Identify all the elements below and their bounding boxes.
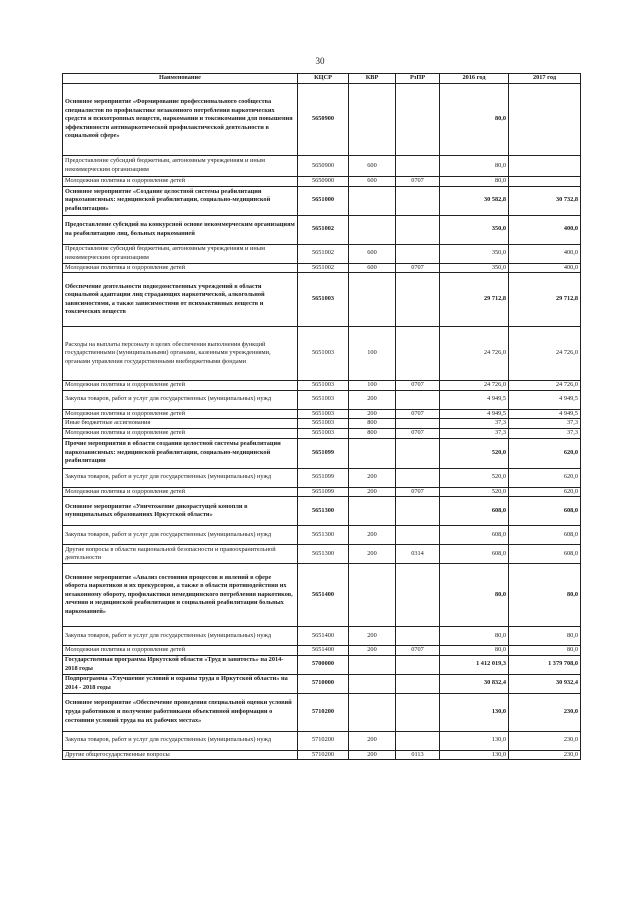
row-name-cell: Подпрограмма «Улучшение условий и охраны труда в Иркутской области» на 2014 - 2018 годы xyxy=(63,674,298,693)
row-2017-cell: 37,3 xyxy=(509,419,581,429)
row-kvr-cell xyxy=(349,215,396,244)
row-kvr-cell xyxy=(349,497,396,526)
row-kcsr-cell: 5651400 xyxy=(298,564,349,627)
row-kvr-cell xyxy=(349,273,396,327)
row-2016-cell: 80,0 xyxy=(440,564,509,627)
row-name-cell: Предоставление субсидий бюджетным, автономным учреждениям и иным некоммерческим организациям xyxy=(63,244,298,263)
row-kcsr-cell: 5650900 xyxy=(298,156,349,177)
table-row xyxy=(63,693,581,731)
table-row xyxy=(63,655,581,674)
row-rzpr-cell: 0707 xyxy=(396,646,440,656)
row-name-cell: Основное мероприятие «Создание целостной системы реабилитации наркозависимых: медицинской реабилитации, социально-медицинской реабилитации» xyxy=(63,186,298,215)
table-row xyxy=(63,244,581,263)
row-kvr-cell: 200 xyxy=(349,731,396,750)
row-2016-cell: 350,0 xyxy=(440,263,509,273)
header-kcsr: КЦСР xyxy=(298,74,349,84)
row-name-cell: Закупка товаров, работ и услуг для государственных (муниципальных) нужд xyxy=(63,627,298,646)
row-kvr-cell: 600 xyxy=(349,177,396,187)
row-2016-cell: 350,0 xyxy=(440,244,509,263)
row-kvr-cell: 200 xyxy=(349,545,396,564)
table-row xyxy=(63,564,581,627)
row-2017-cell: 608,0 xyxy=(509,497,581,526)
row-kcsr-cell: 5651099 xyxy=(298,468,349,487)
row-2017-cell: 400,0 xyxy=(509,263,581,273)
row-kcsr-cell: 5710000 xyxy=(298,674,349,693)
table-row xyxy=(63,419,581,429)
row-kvr-cell xyxy=(349,655,396,674)
header-2016: 2016 год xyxy=(440,74,509,84)
row-kcsr-cell: 5651003 xyxy=(298,327,349,381)
row-2017-cell: 80,0 xyxy=(509,646,581,656)
row-name-cell: Другие общегосударственные вопросы xyxy=(63,750,298,760)
row-2017-cell: 24 726,0 xyxy=(509,327,581,381)
row-rzpr-cell xyxy=(396,390,440,409)
row-name-cell: Основное мероприятие «Обеспечение проведения специальной оценки условий труда работников и получение работниками объективной информации о состоянии условий труда на их рабочих местах» xyxy=(63,693,298,731)
row-kcsr-cell: 5651003 xyxy=(298,390,349,409)
header-kvr: КВР xyxy=(349,74,396,84)
row-kcsr-cell: 5651400 xyxy=(298,627,349,646)
row-2017-cell xyxy=(509,156,581,177)
row-2017-cell: 620,0 xyxy=(509,468,581,487)
row-name-cell: Молодежная политика и оздоровление детей xyxy=(63,177,298,187)
row-2016-cell: 24 726,0 xyxy=(440,327,509,381)
row-kcsr-cell: 5651003 xyxy=(298,409,349,419)
row-name-cell: Молодежная политика и оздоровление детей xyxy=(63,409,298,419)
row-kcsr-cell: 5651003 xyxy=(298,419,349,429)
row-rzpr-cell xyxy=(396,627,440,646)
row-kvr-cell: 200 xyxy=(349,526,396,545)
row-rzpr-cell xyxy=(396,327,440,381)
row-2017-cell: 620,0 xyxy=(509,487,581,497)
row-2017-cell: 29 712,8 xyxy=(509,273,581,327)
row-kcsr-cell: 5700000 xyxy=(298,655,349,674)
table-row xyxy=(63,750,581,760)
row-kvr-cell: 200 xyxy=(349,627,396,646)
row-rzpr-cell: 0314 xyxy=(396,545,440,564)
row-name-cell: Расходы на выплаты персоналу в целях обеспечения выполнения функций государственными (муниципальными) органами, казенными учреждениями, органами управления государственными внебюджетными фондами xyxy=(63,327,298,381)
row-2016-cell: 24 726,0 xyxy=(440,381,509,391)
row-kcsr-cell: 5710200 xyxy=(298,750,349,760)
table-row xyxy=(63,327,581,381)
table-row xyxy=(63,263,581,273)
row-2017-cell: 608,0 xyxy=(509,526,581,545)
row-2017-cell: 230,0 xyxy=(509,693,581,731)
row-name-cell: Государственная программа Иркутской области «Труд и занятость» на 2014-2018 годы xyxy=(63,655,298,674)
row-2016-cell: 30 832,4 xyxy=(440,674,509,693)
row-rzpr-cell xyxy=(396,655,440,674)
row-kvr-cell xyxy=(349,186,396,215)
row-name-cell: Закупка товаров, работ и услуг для государственных (муниципальных) нужд xyxy=(63,526,298,545)
row-name-cell: Молодежная политика и оздоровление детей xyxy=(63,428,298,438)
row-kvr-cell: 100 xyxy=(349,327,396,381)
row-kvr-cell: 200 xyxy=(349,390,396,409)
row-rzpr-cell xyxy=(396,186,440,215)
row-kvr-cell: 200 xyxy=(349,468,396,487)
row-2016-cell: 608,0 xyxy=(440,545,509,564)
row-rzpr-cell: 0707 xyxy=(396,409,440,419)
row-2017-cell: 30 932,4 xyxy=(509,674,581,693)
row-2016-cell: 4 949,5 xyxy=(440,409,509,419)
row-rzpr-cell xyxy=(396,156,440,177)
table-row xyxy=(63,390,581,409)
row-rzpr-cell: 0707 xyxy=(396,263,440,273)
row-kcsr-cell: 5651400 xyxy=(298,646,349,656)
table-row xyxy=(63,177,581,187)
row-kvr-cell: 200 xyxy=(349,750,396,760)
row-kvr-cell xyxy=(349,564,396,627)
row-name-cell: Закупка товаров, работ и услуг для государственных (муниципальных) нужд xyxy=(63,390,298,409)
table-row xyxy=(63,273,581,327)
row-name-cell: Другие вопросы в области национальной безопасности и правоохранительной деятельности xyxy=(63,545,298,564)
row-name-cell: Молодежная политика и оздоровление детей xyxy=(63,487,298,497)
row-rzpr-cell xyxy=(396,497,440,526)
header-name: Наименование xyxy=(63,74,298,84)
table-row xyxy=(63,409,581,419)
row-2016-cell: 350,0 xyxy=(440,215,509,244)
table-row xyxy=(63,186,581,215)
row-kcsr-cell: 5650900 xyxy=(298,84,349,156)
row-2017-cell: 37,3 xyxy=(509,428,581,438)
row-name-cell: Предоставление субсидий бюджетным, автономным учреждениям и иным некоммерческим организациям xyxy=(63,156,298,177)
row-name-cell: Основное мероприятие «Формирование профессионального сообщества специалистов по профилактике незаконного потребления наркотических средств и психотропных веществ, наркомании и токсикомании для повышения эффективности антинаркотической профилактической деятельности в социальной сфере» xyxy=(63,84,298,156)
row-2016-cell: 520,0 xyxy=(440,438,509,468)
budget-table xyxy=(62,73,581,760)
row-2016-cell: 1 412 019,3 xyxy=(440,655,509,674)
row-name-cell: Основное мероприятие «Анализ состояния процессов и явлений в сфере оборота наркотиков и их прекурсоров, а также в области противодействия их незаконному обороту, профилактики немедицинского потребления наркотиков, лечения и медицинской реабилитации и социальной реабилитации больных наркоманией» xyxy=(63,564,298,627)
row-2017-cell: 608,0 xyxy=(509,545,581,564)
row-2016-cell: 130,0 xyxy=(440,693,509,731)
row-2017-cell: 24 726,0 xyxy=(509,381,581,391)
row-2017-cell: 80,0 xyxy=(509,627,581,646)
row-2017-cell: 4 949,5 xyxy=(509,390,581,409)
row-name-cell: Основное мероприятие «Уничтожение дикорастущей конопли в муниципальных образованиях Иркутской области» xyxy=(63,497,298,526)
row-2016-cell: 608,0 xyxy=(440,497,509,526)
row-rzpr-cell: 0113 xyxy=(396,750,440,760)
row-kvr-cell xyxy=(349,84,396,156)
page-number: 30 xyxy=(315,56,325,66)
row-rzpr-cell xyxy=(396,526,440,545)
row-2017-cell: 230,0 xyxy=(509,750,581,760)
row-rzpr-cell: 0707 xyxy=(396,177,440,187)
table-row xyxy=(63,381,581,391)
row-name-cell: Молодежная политика и оздоровление детей xyxy=(63,263,298,273)
row-rzpr-cell: 0707 xyxy=(396,381,440,391)
row-2016-cell: 130,0 xyxy=(440,731,509,750)
row-kvr-cell xyxy=(349,674,396,693)
table-row xyxy=(63,674,581,693)
row-2016-cell: 520,0 xyxy=(440,487,509,497)
table-row xyxy=(63,438,581,468)
row-rzpr-cell xyxy=(396,674,440,693)
row-2017-cell: 400,0 xyxy=(509,244,581,263)
row-rzpr-cell xyxy=(396,731,440,750)
table-row xyxy=(63,545,581,564)
row-2016-cell: 37,3 xyxy=(440,428,509,438)
row-2017-cell: 30 732,8 xyxy=(509,186,581,215)
row-kvr-cell: 600 xyxy=(349,156,396,177)
row-2017-cell xyxy=(509,84,581,156)
row-2016-cell: 608,0 xyxy=(440,526,509,545)
row-rzpr-cell: 0707 xyxy=(396,487,440,497)
row-kvr-cell: 200 xyxy=(349,409,396,419)
row-rzpr-cell xyxy=(396,84,440,156)
row-kvr-cell: 800 xyxy=(349,428,396,438)
row-kcsr-cell: 5651300 xyxy=(298,526,349,545)
row-2017-cell: 620,0 xyxy=(509,438,581,468)
row-kcsr-cell: 5651002 xyxy=(298,215,349,244)
row-name-cell: Прочие мероприятия в области создания целостной системы реабилитации наркозависимых: медицинской реабилитации, социально-медицинской реабилитации xyxy=(63,438,298,468)
row-name-cell: Молодежная политика и оздоровление детей xyxy=(63,381,298,391)
row-kcsr-cell: 5650900 xyxy=(298,177,349,187)
row-kcsr-cell: 5651099 xyxy=(298,438,349,468)
row-rzpr-cell xyxy=(396,468,440,487)
table-row xyxy=(63,156,581,177)
row-kvr-cell: 800 xyxy=(349,419,396,429)
row-kvr-cell: 200 xyxy=(349,646,396,656)
row-2017-cell: 80,0 xyxy=(509,564,581,627)
row-2017-cell: 400,0 xyxy=(509,215,581,244)
row-kvr-cell: 600 xyxy=(349,263,396,273)
row-2016-cell: 130,0 xyxy=(440,750,509,760)
row-rzpr-cell xyxy=(396,244,440,263)
row-kcsr-cell: 5651000 xyxy=(298,186,349,215)
row-rzpr-cell xyxy=(396,419,440,429)
header-rzpr: РзПР xyxy=(396,74,440,84)
row-2016-cell: 4 949,5 xyxy=(440,390,509,409)
table-row xyxy=(63,468,581,487)
row-2016-cell: 29 712,8 xyxy=(440,273,509,327)
row-name-cell: Обеспечение деятельности подведомственных учреждений в области социальной адаптации лиц страдающих наркотической, алкогольной зависимостями, а также зависимостями от психоактивных веществ и токсических веществ xyxy=(63,273,298,327)
row-kcsr-cell: 5651003 xyxy=(298,381,349,391)
row-name-cell: Закупка товаров, работ и услуг для государственных (муниципальных) нужд xyxy=(63,731,298,750)
table-body xyxy=(63,84,581,760)
row-kcsr-cell: 5651002 xyxy=(298,244,349,263)
row-rzpr-cell xyxy=(396,564,440,627)
row-kcsr-cell: 5651300 xyxy=(298,497,349,526)
table-row xyxy=(63,84,581,156)
row-2016-cell: 80,0 xyxy=(440,646,509,656)
row-kvr-cell: 200 xyxy=(349,487,396,497)
row-2017-cell: 230,0 xyxy=(509,731,581,750)
row-2017-cell: 1 379 708,0 xyxy=(509,655,581,674)
row-2016-cell: 37,3 xyxy=(440,419,509,429)
row-name-cell: Иные бюджетные ассигнования xyxy=(63,419,298,429)
table-row xyxy=(63,627,581,646)
row-2016-cell: 80,0 xyxy=(440,177,509,187)
row-2017-cell xyxy=(509,177,581,187)
row-kvr-cell: 600 xyxy=(349,244,396,263)
row-rzpr-cell xyxy=(396,693,440,731)
row-kcsr-cell: 5710200 xyxy=(298,693,349,731)
row-kvr-cell xyxy=(349,438,396,468)
header-2017: 2017 год xyxy=(509,74,581,84)
row-kcsr-cell: 5651003 xyxy=(298,273,349,327)
row-2016-cell: 80,0 xyxy=(440,84,509,156)
row-name-cell: Закупка товаров, работ и услуг для государственных (муниципальных) нужд xyxy=(63,468,298,487)
table-row xyxy=(63,526,581,545)
row-rzpr-cell xyxy=(396,438,440,468)
table-row xyxy=(63,646,581,656)
row-kcsr-cell: 5651300 xyxy=(298,545,349,564)
table-row xyxy=(63,428,581,438)
table-row xyxy=(63,497,581,526)
row-2017-cell: 4 949,5 xyxy=(509,409,581,419)
table-row xyxy=(63,731,581,750)
row-2016-cell: 80,0 xyxy=(440,627,509,646)
row-name-cell: Молодежная политика и оздоровление детей xyxy=(63,646,298,656)
row-kvr-cell xyxy=(349,693,396,731)
row-kcsr-cell: 5651002 xyxy=(298,263,349,273)
row-kcsr-cell: 5651003 xyxy=(298,428,349,438)
row-name-cell: Предоставление субсидий на конкурсной основе некоммерческим организациям на реабилитацию лиц, больных наркоманией xyxy=(63,215,298,244)
row-rzpr-cell xyxy=(396,215,440,244)
table-row xyxy=(63,487,581,497)
row-rzpr-cell xyxy=(396,273,440,327)
table-row xyxy=(63,215,581,244)
table-header-row xyxy=(63,74,581,84)
row-kvr-cell: 100 xyxy=(349,381,396,391)
row-2016-cell: 30 582,8 xyxy=(440,186,509,215)
row-rzpr-cell: 0707 xyxy=(396,428,440,438)
row-kcsr-cell: 5651099 xyxy=(298,487,349,497)
row-2016-cell: 520,0 xyxy=(440,468,509,487)
row-2016-cell: 80,0 xyxy=(440,156,509,177)
row-kcsr-cell: 5710200 xyxy=(298,731,349,750)
